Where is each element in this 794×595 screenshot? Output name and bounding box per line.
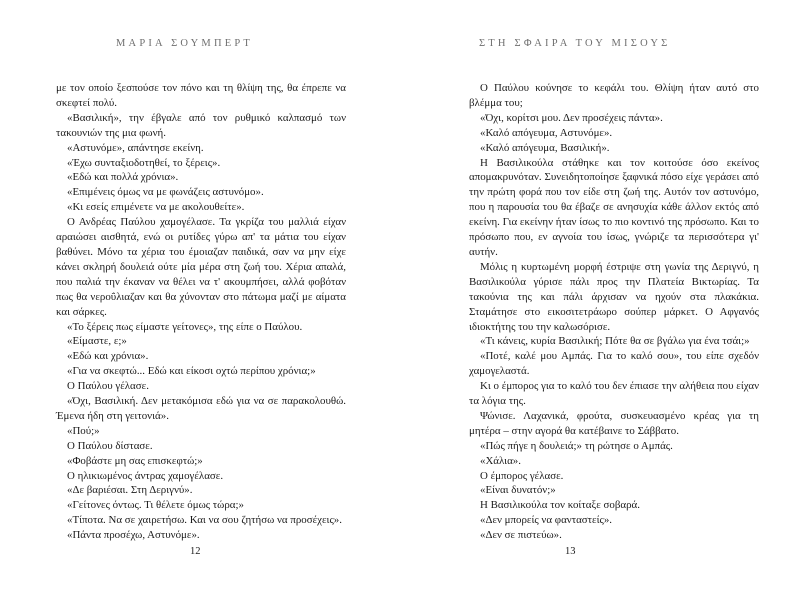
paragraph: «Αστυνόμε», απάντησε εκείνη. <box>67 141 204 154</box>
paragraph: Ο Παύλου δίστασε. <box>67 439 153 452</box>
page-number: 13 <box>565 546 576 557</box>
paragraph: με τον οποίο ξεσπούσε τον πόνο και τη θλίψη της, θα έπρεπε να σκεφτεί πολύ. <box>56 82 346 109</box>
paragraph: Μόλις η κυρτωμένη μορφή έστριψε στη γωνία της Δεριγνύ, η Βασιλικούλα γύρισε πάλι προς την Πλατεία Βικτωρίας. Τα τακούνια της και πάλι άρχισαν να ηχούν στα πλακάκια. Σταμάτησε στο εικοσιτετράωρο σούπερ μάρκετ. Ο Αφγανός ιδιοκτήτης του την καλωσόρισε. <box>469 260 759 333</box>
paragraph: Κι ο έμπορος για το καλό του δεν έπιασε την αλήθεια που είχαν τα λόγια της. <box>469 380 759 408</box>
paragraph: «Δεν μπορείς να φανταστείς». <box>480 514 613 527</box>
paragraph: «Είμαστε, ε;» <box>67 335 127 348</box>
paragraph: «Πού;» <box>67 424 100 437</box>
paragraph: «Εδώ και πολλά χρόνια». <box>67 171 179 184</box>
paragraph: «Έχω συνταξιοδοτηθεί, το ξέρεις». <box>67 156 221 169</box>
paragraph: «Ποτέ, καλέ μου Αμπάς. Για το καλό σου», του είπε σχεδόν χαμογελαστά. <box>469 350 759 378</box>
running-head-title: ΣΤΗ ΣΦΑΙΡΑ ΤΟΥ ΜΙΣΟΥΣ <box>479 38 671 49</box>
paragraph: Ο Παύλου κούνησε το κεφάλι του. Θλίψη ήταν αυτό στο βλέμμα του; <box>469 82 759 109</box>
paragraph: Ο Παύλου γέλασε. <box>67 380 149 393</box>
paragraph: Η Βασιλικούλα στάθηκε και τον κοιτούσε όσο εκείνος απομακρυνόταν. Συνειδητοποίησε ξαφνικά πόσο είχε γεράσει από την πρώτη φορά που τον είδε στη ζωή της. Αυτόν τον αστυνόμο, που η παρουσία του θα έβαζε σε ανησυχία κάθε άλλον εκτός από εκείνη. Για εκείνην ήταν ίσως το πιο κοντινό της πρόσωπο. Και το πρόσωπο που, εν αγνοία του ίσως, γνώριζε τα περισσότερα γι' αυτήν. <box>469 156 759 258</box>
left-page-text <box>56 81 346 543</box>
paragraph: «Τίποτα. Να σε χαιρετήσω. Και να σου ζητήσω να προσέχεις». <box>67 514 342 527</box>
paragraph: «Χάλια». <box>480 454 521 467</box>
paragraph: Ο Ανδρέας Παύλου χαμογέλασε. Τα γκρίζα του μαλλιά είχαν αραιώσει αισθητά, ενώ οι ρυτίδες γύρω απ' τα μάτια του είχαν βαθύνει. Μόνο τα χέρια του έμοιαζαν παιδικά, σαν να μην είχε κάνει σκληρή δουλειά ούτε μία μέρα στη ζωή του. Χέρια απαλά, που παλιά την έκαναν να θέλει να τ' ακουμπήσει, αλλά φοβόταν πως θα νεροΰλιαζαν και θα χύνονταν στο πάτωμα μαζί με αίματα και σάρκες. <box>56 216 346 318</box>
paragraph: «Κι εσείς επιμένετε να με ακολουθείτε». <box>67 201 245 214</box>
paragraph: Ψώνισε. Λαχανικά, φρούτα, συσκευασμένο κρέας για τη μητέρα – στην αγορά θα κατέβαινε το Σάββατο. <box>469 409 759 437</box>
paragraph: «Όχι, κορίτσι μου. Δεν προσέχεις πάντα». <box>480 111 663 124</box>
paragraph: «Βασιλική», την έβγαλε από τον ρυθμικό καλπασμό των τακουνιών της μια φωνή. <box>56 111 346 139</box>
paragraph: Η Βασιλικούλα τον κοίταξε σοβαρά. <box>480 499 640 512</box>
right-page <box>397 0 794 595</box>
paragraph: «Καλό απόγευμα, Αστυνόμε». <box>480 126 613 139</box>
paragraph: «Τι κάνεις, κυρία Βασιλική; Πότε θα σε βγάλω για ένα τσάι;» <box>480 335 750 348</box>
paragraph: «Δεν σε πιστεύω». <box>480 529 562 542</box>
paragraph: «Πώς πήγε η δουλειά;» τη ρώτησε ο Αμπάς. <box>480 439 673 452</box>
paragraph: «Δε βαριέσαι. Στη Δεριγνύ». <box>67 484 193 497</box>
paragraph: «Καλό απόγευμα, Βασιλική». <box>480 141 610 154</box>
paragraph: «Είναι δυνατόν;» <box>480 484 556 497</box>
paragraph: «Φοβάστε μη σας επισκεφτώ;» <box>67 454 203 467</box>
right-page-text <box>469 81 759 543</box>
paragraph: «Γείτονες όντως. Τι θέλετε όμως τώρα;» <box>67 499 244 512</box>
paragraph: Ο ηλικιωμένος άντρας χαμογέλασε. <box>67 469 224 482</box>
paragraph: «Το ξέρεις πως είμαστε γείτονες», της είπε ο Παύλου. <box>67 320 303 333</box>
paragraph: «Επιμένεις όμως να με φωνάζεις αστυνόμο». <box>67 186 264 199</box>
paragraph: «Όχι, Βασιλική. Δεν μετακόμισα εδώ για να σε παρακολουθώ. Έμενα ήδη στη γειτονιά». <box>56 395 346 422</box>
page-number: 12 <box>190 546 201 557</box>
running-head-author: ΜΑΡΙΑ ΣΟΥΜΠΕΡΤ <box>116 38 254 49</box>
paragraph: «Για να σκεφτώ... Εδώ και είκοσι οχτώ περίπου χρόνια;» <box>67 365 316 378</box>
paragraph: «Εδώ και χρόνια». <box>67 350 149 363</box>
paragraph: Ο έμπορος γέλασε. <box>480 469 564 482</box>
paragraph: «Πάντα προσέχω, Αστυνόμε». <box>67 529 200 542</box>
